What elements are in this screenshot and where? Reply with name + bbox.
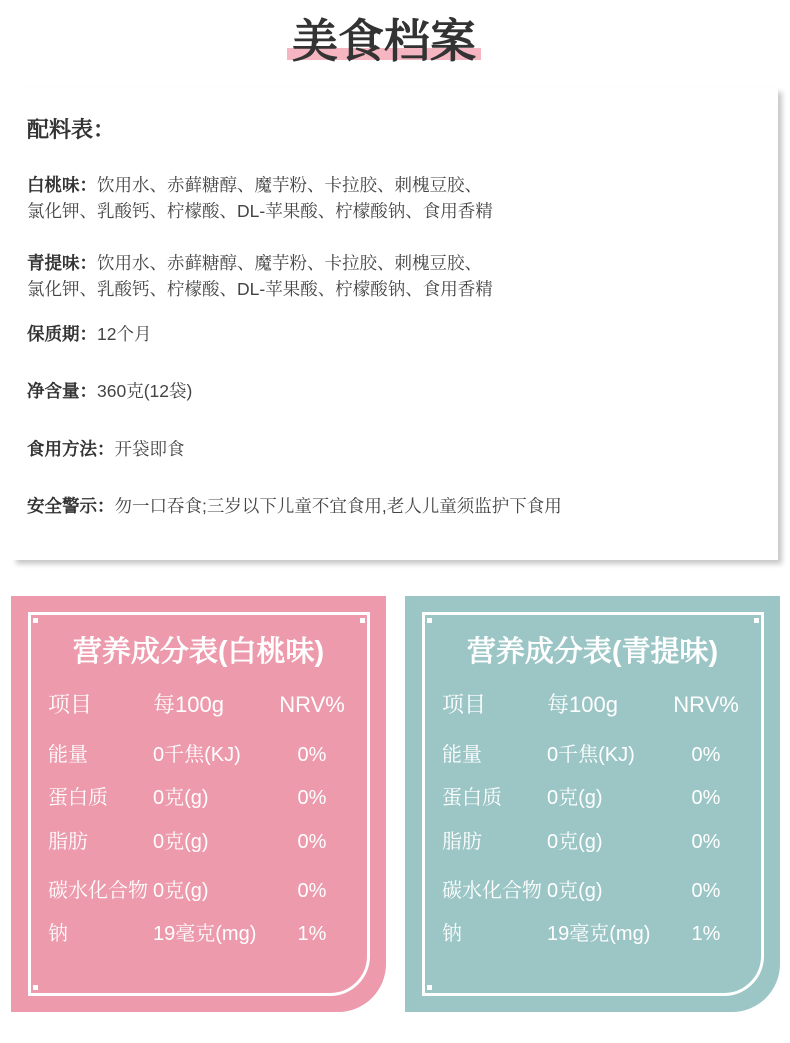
ingredients-text: 饮用水、赤藓糖醇、魔芋粉、卡拉胶、刺槐豆胶、 xyxy=(97,175,482,195)
nutrient-nrv: 0% xyxy=(297,880,327,902)
nutrient-amount: 19毫克(mg) xyxy=(547,923,651,945)
frame-corner-ornament xyxy=(754,618,759,623)
column-header-nrv: NRV% xyxy=(673,692,739,717)
usage-method xyxy=(27,436,185,462)
nutrient-name: 脂肪 xyxy=(442,831,482,853)
column-header-nrv: NRV% xyxy=(279,692,345,717)
safety-warning-value: 勿一口吞食;三岁以下儿童不宜食用,老人儿童须监护下食用 xyxy=(114,496,562,516)
column-header-per-100g: 每100g xyxy=(153,692,224,717)
nutrition-panel-grape xyxy=(405,596,780,1012)
product-info-card xyxy=(12,88,778,560)
nutrient-amount: 0克(g) xyxy=(153,880,209,902)
safety-warning xyxy=(27,493,562,519)
nutrient-nrv: 0% xyxy=(297,831,327,853)
ingredients-text: 氯化钾、乳酸钙、柠檬酸、DL-苹果酸、柠檬酸钠、食用香精 xyxy=(27,279,493,299)
frame-corner-ornament xyxy=(33,985,38,990)
frame-corner-ornament xyxy=(427,618,432,623)
page-title-block xyxy=(287,13,481,69)
nutrition-row xyxy=(11,877,386,905)
nutrition-header-row xyxy=(11,690,386,720)
nutrition-table-title: 营养成分表(白桃味) xyxy=(72,636,325,668)
net-content-value: 360克(12袋) xyxy=(97,381,193,401)
frame-corner-ornament xyxy=(360,618,365,623)
ingredients-line xyxy=(27,250,493,276)
nutrient-name: 蛋白质 xyxy=(442,787,502,809)
column-header-per-100g: 每100g xyxy=(547,692,618,717)
shelf-life-label: 保质期： xyxy=(27,324,97,344)
frame-corner-ornament xyxy=(427,985,432,990)
nutrition-panel-peach xyxy=(11,596,386,1012)
nutrition-row xyxy=(11,920,386,948)
shelf-life xyxy=(27,321,151,347)
safety-warning-label: 安全警示： xyxy=(27,496,115,516)
nutrient-amount: 19毫克(mg) xyxy=(153,923,257,945)
flavor-label: 青提味： xyxy=(27,253,97,273)
nutrition-row xyxy=(405,920,780,948)
ingredients-line xyxy=(27,172,493,198)
usage-method-label: 食用方法： xyxy=(27,439,115,459)
nutrient-name: 脂肪 xyxy=(48,831,88,853)
nutrient-amount: 0克(g) xyxy=(547,831,603,853)
nutrition-row xyxy=(405,828,780,856)
nutrition-row xyxy=(11,784,386,812)
nutrition-header-row xyxy=(405,690,780,720)
nutrient-amount: 0克(g) xyxy=(547,787,603,809)
nutrition-table-title: 营养成分表(青提味) xyxy=(466,636,719,668)
nutrient-name: 能量 xyxy=(442,744,482,766)
nutrition-row xyxy=(405,741,780,769)
ingredients-heading: 配料表： xyxy=(27,117,116,142)
ingredients-line xyxy=(27,198,493,224)
ingredients-peach xyxy=(27,172,493,224)
nutrient-amount: 0千焦(KJ) xyxy=(153,744,241,766)
nutrient-amount: 0克(g) xyxy=(153,831,209,853)
nutrient-amount: 0克(g) xyxy=(153,787,209,809)
nutrient-nrv: 1% xyxy=(297,923,327,945)
nutrient-name: 钠 xyxy=(48,923,68,945)
nutrient-nrv: 0% xyxy=(691,787,721,809)
nutrition-row xyxy=(11,828,386,856)
nutrient-name: 能量 xyxy=(48,744,88,766)
flavor-label: 白桃味： xyxy=(27,175,97,195)
frame-corner-ornament xyxy=(33,618,38,623)
nutrient-name: 蛋白质 xyxy=(48,787,108,809)
nutrient-nrv: 1% xyxy=(691,923,721,945)
nutrient-name: 钠 xyxy=(442,923,462,945)
column-header-item: 项目 xyxy=(442,692,487,717)
nutrition-row xyxy=(11,741,386,769)
usage-method-value: 开袋即食 xyxy=(114,439,185,459)
nutrition-row xyxy=(405,784,780,812)
net-content xyxy=(27,378,192,404)
nutrient-nrv: 0% xyxy=(691,744,721,766)
ingredients-text: 饮用水、赤藓糖醇、魔芋粉、卡拉胶、刺槐豆胶、 xyxy=(97,253,482,273)
nutrient-nrv: 0% xyxy=(297,744,327,766)
nutrient-nrv: 0% xyxy=(691,880,721,902)
ingredients-text: 氯化钾、乳酸钙、柠檬酸、DL-苹果酸、柠檬酸钠、食用香精 xyxy=(27,201,493,221)
ingredients-line xyxy=(27,276,493,302)
column-header-item: 项目 xyxy=(48,692,93,717)
ingredients-grape xyxy=(27,250,493,302)
page-title: 美食档案 xyxy=(292,15,476,67)
nutrient-amount: 0千焦(KJ) xyxy=(547,744,635,766)
nutrient-nrv: 0% xyxy=(691,831,721,853)
nutrition-row xyxy=(405,877,780,905)
nutrient-name: 碳水化合物 xyxy=(48,880,148,902)
net-content-label: 净含量： xyxy=(27,381,97,401)
nutrient-amount: 0克(g) xyxy=(547,880,603,902)
nutrient-nrv: 0% xyxy=(297,787,327,809)
shelf-life-value: 12个月 xyxy=(97,324,152,344)
nutrient-name: 碳水化合物 xyxy=(442,880,542,902)
